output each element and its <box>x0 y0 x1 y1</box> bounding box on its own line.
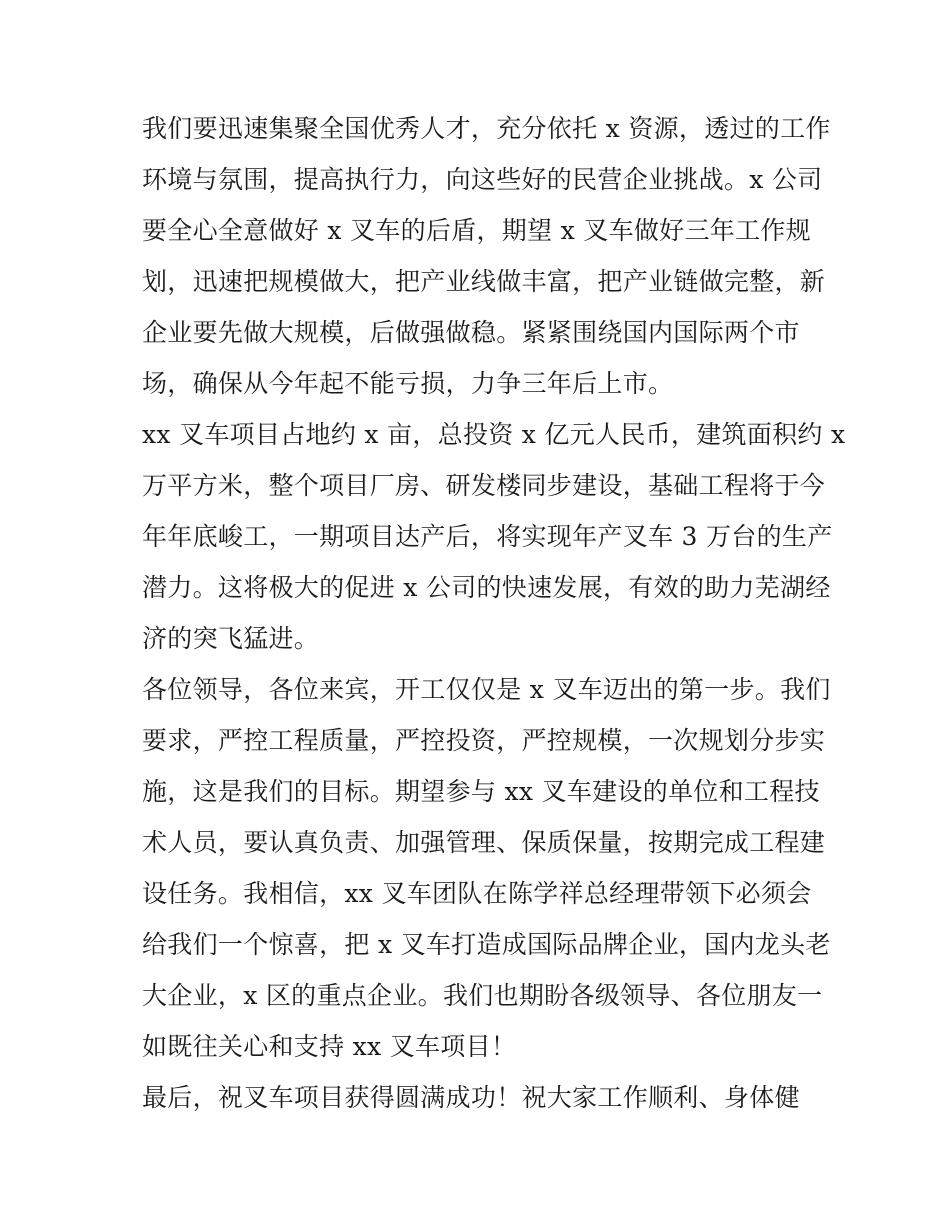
text-line: 设任务。我相信，xx 叉车团队在陈学祥总经理带领下必须会 <box>142 879 812 908</box>
document-body <box>142 108 846 1128</box>
text-line: 万平方米，整个项目厂房、研发楼同步建设，基础工程将于今 <box>142 471 826 500</box>
text-line: 如既往关心和支持 xx 叉车项目！ <box>142 1032 517 1061</box>
text-line: 施，这是我们的目标。期望参与 xx 叉车建设的单位和工程技 <box>142 777 820 806</box>
text-line: 场，确保从今年起不能亏损，力争三年后上市。 <box>142 369 674 398</box>
text-line: 年年底峻工，一期项目达产后，将实现年产叉车 3 万台的生产 <box>142 522 833 551</box>
text-line: 环境与氛围，提高执行力，向这些好的民营企业挑战。x 公司 <box>142 165 823 194</box>
text-line: 要全心全意做好 x 叉车的后盾，期望 x 叉车做好三年工作规 <box>142 216 811 245</box>
text-line: 济的突飞猛进。 <box>142 624 320 653</box>
text-line: 潜力。这将极大的促进 x 公司的快速发展，有效的助力芜湖经 <box>142 573 831 602</box>
text-line: 要求，严控工程质量，严控投资，严控规模，一次规划分步实 <box>142 726 826 755</box>
text-line: 术人员，要认真负责、加强管理、保质保量，按期完成工程建 <box>142 828 826 857</box>
text-line: 我们要迅速集聚全国优秀人才，充分依托 x 资源，透过的工作 <box>142 114 831 143</box>
text-line: xx 叉车项目占地约 x 亩，总投资 x 亿元人民币，建筑面积约 x <box>142 420 846 449</box>
text-line: 给我们一个惊喜，把 x 叉车打造成国际品牌企业，国内龙头老 <box>142 930 831 959</box>
text-line: 各位领导，各位来宾，开工仅仅是 x 叉车迈出的第一步。我们 <box>142 675 831 704</box>
text-line: 最后，祝叉车项目获得圆满成功！祝大家工作顺利、身体健 <box>142 1083 800 1112</box>
text-line: 划，迅速把规模做大，把产业线做丰富，把产业链做完整，新 <box>142 267 826 296</box>
text-line: 企业要先做大规模，后做强做稳。紧紧围绕国内国际两个市 <box>142 318 800 347</box>
text-line: 大企业，x 区的重点企业。我们也期盼各级领导、各位朋友一 <box>142 981 823 1010</box>
